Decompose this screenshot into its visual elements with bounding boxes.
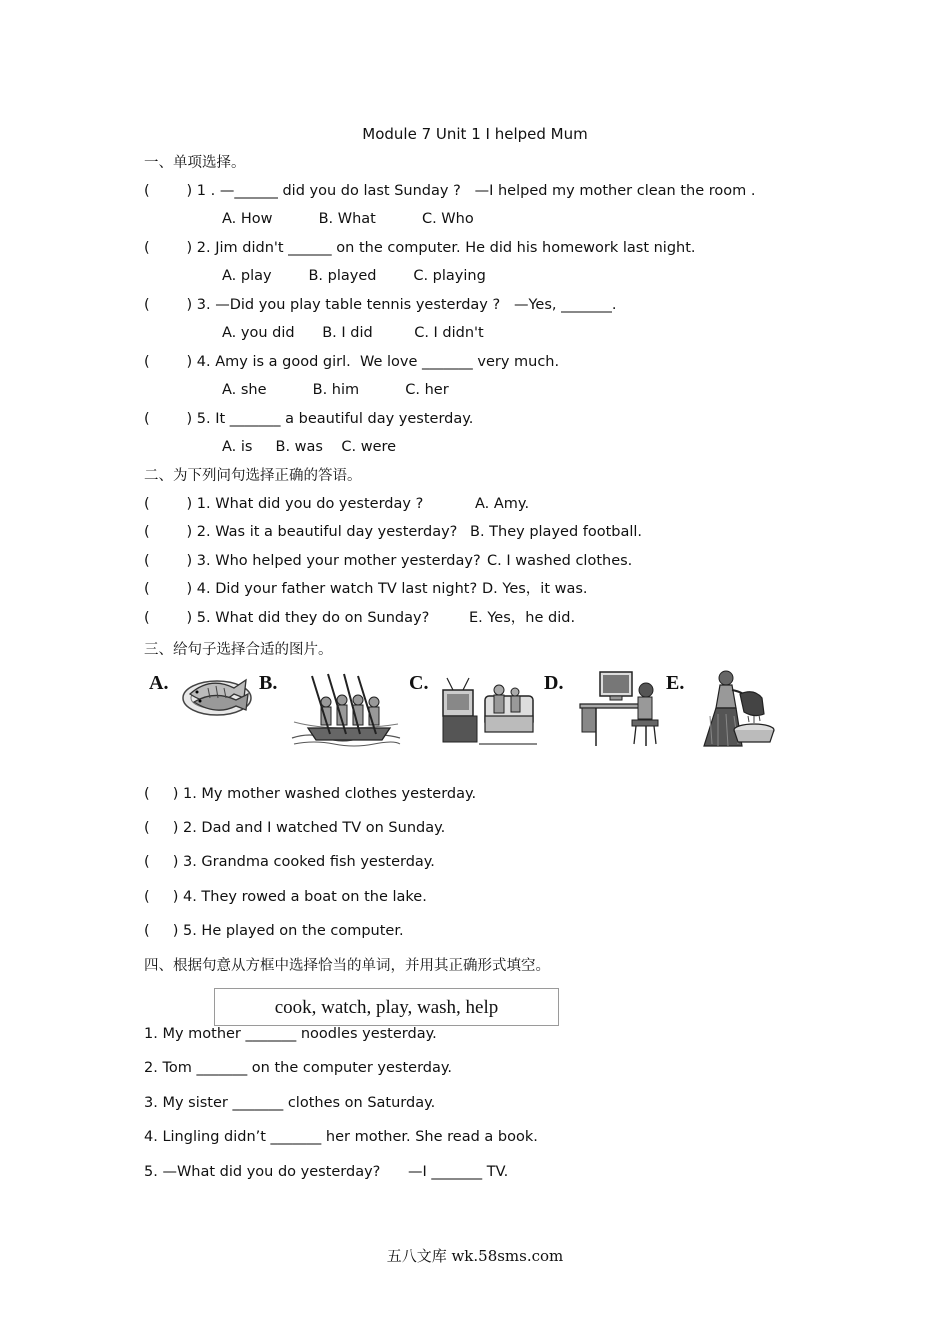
- s1-q4-options: A. she B. him C. her: [222, 382, 449, 398]
- picture-label-b: B.: [259, 672, 278, 694]
- section1-heading: 一、单项选择。: [144, 155, 246, 171]
- s3-item4: ( ) 4. They rowed a boat on the lake.: [144, 889, 427, 905]
- s1-q3-options: A. you did B. I did C. I didn't: [222, 325, 484, 341]
- s4-item2: 2. Tom _______ on the computer yesterday.: [144, 1060, 452, 1076]
- s3-item3: ( ) 3. Grandma cooked fish yesterday.: [144, 854, 435, 870]
- s2-q4: ( ) 4. Did your father watch TV last night?: [144, 581, 478, 597]
- s1-q2: ( ) 2. Jim didn't ______ on the computer. He did his homework last night.: [144, 240, 696, 256]
- s2-q2: ( ) 2. Was it a beautiful day yesterday?: [144, 524, 458, 540]
- s1-q5: ( ) 5. It _______ a beautiful day yesterday.: [144, 411, 474, 427]
- s1-q2-options: A. play B. played C. playing: [222, 268, 486, 284]
- fish-plate-picture: [180, 668, 254, 720]
- s4-item1: 1. My mother _______ noodles yesterday.: [144, 1026, 437, 1042]
- s1-q4: ( ) 4. Amy is a good girl. We love _______ very much.: [144, 354, 560, 370]
- picture-label-c: C.: [409, 672, 429, 694]
- s2-a4: D. Yes，it was.: [482, 581, 588, 597]
- s2-a3: C. I washed clothes.: [487, 553, 633, 569]
- section3-heading: 三、给句子选择合适的图片。: [144, 642, 333, 658]
- s2-a1: A. Amy.: [475, 496, 530, 512]
- s3-item5: ( ) 5. He played on the computer.: [144, 923, 404, 939]
- s4-item4: 4. Lingling didn’t _______ her mother. She read a book.: [144, 1129, 538, 1145]
- page-title: Module 7 Unit 1 I helped Mum: [362, 125, 588, 143]
- section2-heading: 二、为下列问句选择正确的答语。: [144, 468, 362, 484]
- watching-tv-picture: [441, 672, 537, 748]
- s2-q1: ( ) 1. What did you do yesterday ?: [144, 496, 424, 512]
- picture-label-d: D.: [544, 672, 564, 694]
- s1-q5-options: A. is B. was C. were: [222, 439, 397, 455]
- washing-clothes-picture: [696, 668, 778, 750]
- section4-heading: 四、根据句意从方框中选择恰当的单词，并用其正确形式填空。: [144, 958, 550, 974]
- s1-q3: ( ) 3. —Did you play table tennis yesterday ? —Yes, _______.: [144, 297, 617, 313]
- picture-label-e: E.: [666, 672, 685, 694]
- s2-q5: ( ) 5. What did they do on Sunday?: [144, 610, 430, 626]
- s4-item3: 3. My sister _______ clothes on Saturday.: [144, 1095, 436, 1111]
- s1-q1: ( ) 1 . —______ did you do last Sunday ? —I helped my mother clean the room .: [144, 183, 756, 199]
- picture-label-a: A.: [149, 672, 169, 694]
- s2-a5: E. Yes，he did.: [469, 610, 576, 626]
- s3-item2: ( ) 2. Dad and I watched TV on Sunday.: [144, 820, 446, 836]
- s2-q3: ( ) 3. Who helped your mother yesterday?: [144, 553, 481, 569]
- computer-desk-picture: [576, 668, 662, 748]
- s2-a2: B. They played football.: [470, 524, 643, 540]
- s4-item5: 5. —What did you do yesterday? —I _______ TV.: [144, 1164, 509, 1180]
- rowing-boat-picture: [290, 672, 402, 748]
- footer-watermark: 五八文库 wk.58sms.com: [386, 1247, 564, 1265]
- s1-q1-options: A. How B. What C. Who: [222, 211, 474, 227]
- word-box: cook, watch, play, wash, help: [214, 988, 559, 1026]
- s3-item1: ( ) 1. My mother washed clothes yesterday.: [144, 786, 477, 802]
